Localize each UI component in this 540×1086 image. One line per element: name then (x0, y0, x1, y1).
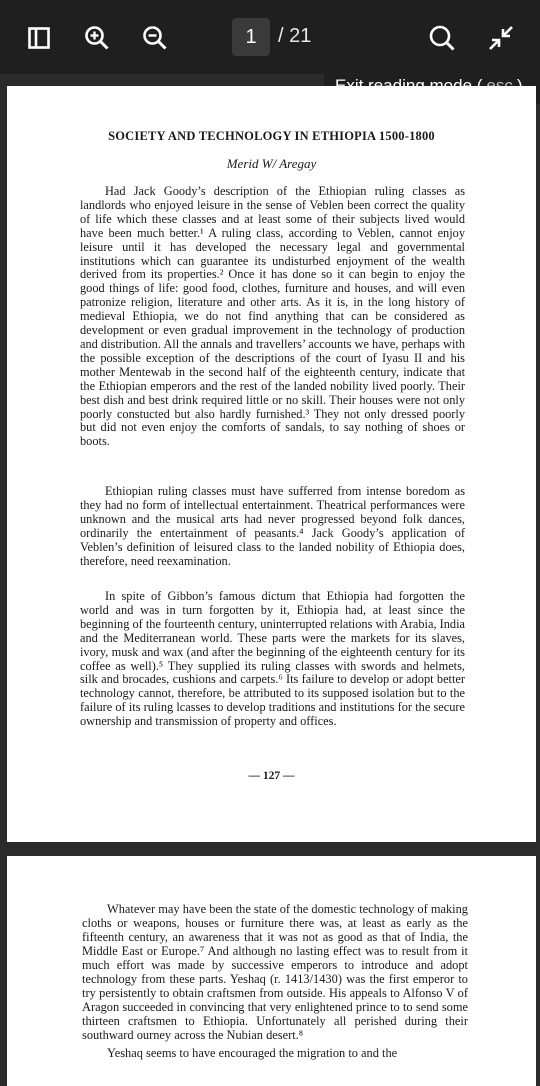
reader-toolbar (0, 0, 540, 74)
search-icon (428, 24, 456, 52)
exit-reading-mode-button[interactable] (483, 20, 519, 56)
page-2-text (82, 902, 468, 1060)
sidebar-toggle-button[interactable] (21, 20, 57, 56)
exit-fullscreen-icon (488, 25, 514, 51)
zoom-out-button[interactable] (137, 20, 173, 56)
total-pages-label: / 21 (278, 25, 312, 47)
current-page-input[interactable]: 1 (232, 18, 270, 56)
search-button[interactable] (424, 20, 460, 56)
paragraph-text: Ethiopian ruling classes must have sufferred from intense boredom as they had no form of intellectual entertainment. Theatrical performances were unknown and the musical arts had never progressed beyond folk dances, ordinarily the entertainment of peasants.⁴ Jack Goody’s application of Veblen’s definition of leisured class to the landed nobility of Ethiopia does, therefore, need reexamination. (80, 484, 465, 568)
page-footer-number: — 127 — (248, 770, 295, 782)
article-title: SOCIETY AND TECHNOLOGY IN ETHIOPIA 1500-1800 (108, 129, 435, 143)
zoom-in-icon (84, 25, 110, 51)
document-page-1 (7, 86, 536, 842)
paragraph-3 (80, 590, 465, 729)
paragraph-1 (80, 185, 465, 449)
paragraph-text: Whatever may have been the state of the domestic technology of making cloths or weapons, houses or furniture there was, at least as early as the fifteenth century, an awareness that it was not as good as that of India, the Middle East or Europe.⁷ And although no lasting effect was to result from it much effort was made by successive emperors to introduce and adopt technology from these parts. Yeshaq (r. 1413/1430) was the first emperor to try persistently to obtain craftsmen from outside. His appeals to Alfonso V of Aragon succeeded in convincing that very enlightened prince to to send some thirteen craftsmen to Ethiopia. Unfortunately all perished during their southward ourney across the Nubian desert.⁸ (82, 902, 468, 1042)
paragraph-2 (80, 485, 465, 568)
paragraph-text: Had Jack Goody’s description of the Ethiopian ruling classes as landlords who enjoyed leisure in the sense of Veblen been correct the quality of life which these classes and at least some of their subjects lived would have been much better.¹ A ruling class, according to Veblen, cannot enjoy leisure until it has developed the necessary legal and governmental institutions which can guarantee its undisturbed enjoyment of the wealth derived from its properties.² Once it has done so it can begin to enjoy the good things of life: good food, clothes, furniture and houses, and will even patronize religion, literature and other arts. As it is, in the long history of medieval Ethiopia, we do not find anything that can be considered as development or even gradual improvement in the technology of production and distribution. All the annals and travellers’ accounts we have, perhaps with the possible exception of the descriptions of the court of Iyasu II and his mother Mentewab in the second half of the eighteenth century, indicate that the Ethiopian emperors and the rest of the landed nobility lived poorly. Their best dish and best drink required little or no skill. Their houses were not only poorly constucted but also hardly furnished.³ They not only dressed poorly but did not even enjoy the comforts of sandals, to say nothing of shoes or boots. (80, 184, 465, 449)
article-author: Merid W/ Aregay (226, 156, 317, 171)
document-page-2 (7, 856, 536, 1086)
zoom-in-button[interactable] (79, 20, 115, 56)
paragraph-text: Yeshaq seems to have encouraged the migration to and the (107, 1046, 398, 1060)
zoom-out-icon (142, 25, 168, 51)
paragraph-text: In spite of Gibbon’s famous dictum that Ethiopia had forgotten the world and was in turn forgotten by it, Ethiopia had, at least since the beginning of the fourteenth century, uninterrupted relations with Arabia, India and the Mediterranean world. These parts were the markets for its slaves, ivory, musk and wax (and after the beginning of the eighteenth century for its coffee as well).⁵ They supplied its ruling classes with swords and helmets, silk and brocades, cushions and carpets.⁶ Its failure to develop or adopt better technology cannot, therefore, be attributed to its supposed isolation but to the failure of its ruling lcasses to develop traditions and institutions for the secure ownership and transmission of property and offices. (80, 589, 465, 729)
sidebar-icon (27, 26, 51, 50)
